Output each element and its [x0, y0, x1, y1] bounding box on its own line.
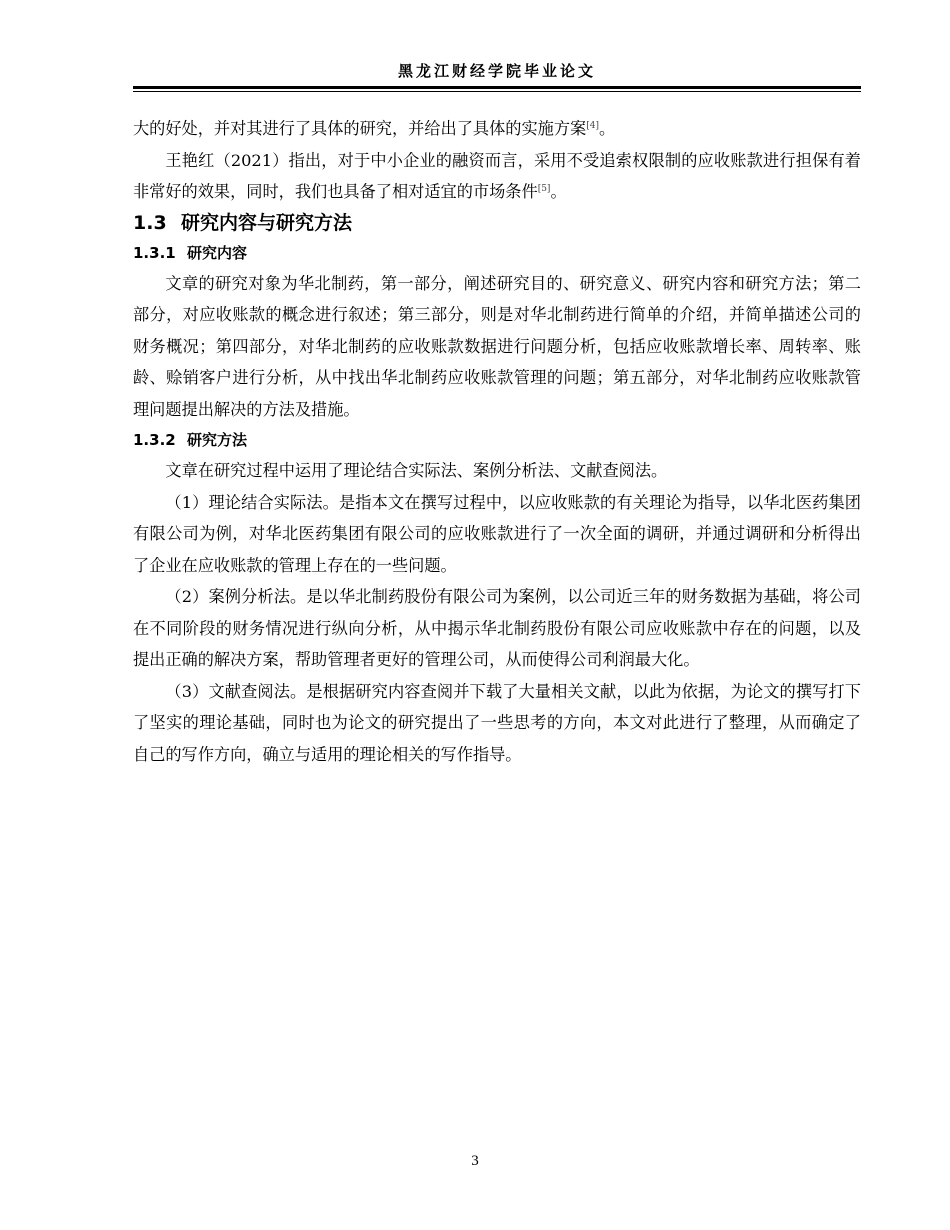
paragraph-method-item-3: （3）文献查阅法。是根据研究内容查阅并下载了大量相关文献，以此为依据，为论文的撰写打下了坚实的理论基础，同时也为论文的研究提出了一些思考的方向，本文对此进行了整理，从而确定了自己的写作方向，确立与适用的理论相关的写作指导。 — [133, 681, 861, 764]
citation-ref: [5] — [537, 184, 551, 194]
header-rule-thin — [133, 91, 861, 92]
subsection-heading-method — [133, 425, 861, 455]
section-number: 1.3 — [133, 211, 167, 234]
paragraph-method-item-2: （2）案例分析法。是以华北制药股份有限公司为案例，以公司近三年的财务数据为基础，将公司在不同阶段的财务情况进行纵向分析，从中揭示华北制药股份有限公司应收账款中存在的问题，以及提出正确的解决方案，帮助管理者更好的管理公司，从而使得公司利润最大化。 — [133, 587, 861, 669]
paragraph-method-item-1: （1）理论结合实际法。是指本文在撰写过程中，以应收账款的有关理论为指导，以华北医药集团有限公司为例，对华北医药集团有限公司的应收账款进行了一次全面的调研，并通过调研和分析得出了企业在应收账款的管理上存在的一些问题。 — [133, 492, 861, 575]
section-heading — [133, 208, 861, 238]
subsection-number: 1.3.1 — [133, 243, 176, 262]
page-number: 3 — [471, 1153, 479, 1169]
subsection-number: 1.3.2 — [133, 431, 176, 449]
subsection-title: 研究内容 — [187, 243, 248, 262]
running-header: 黑龙江财经学院毕业论文 — [397, 62, 596, 80]
section-title: 研究内容与研究方法 — [181, 211, 353, 234]
paragraph-wang — [133, 145, 861, 208]
paragraph-research-content: 文章的研究对象为华北制药，第一部分，阐述研究目的、研究意义、研究内容和研究方法；第二部分，对应收账款的概念进行叙述；第三部分，则是对华北制药进行简单的介绍，并简单描述公司的财务概况；第四部分，对华北制药的应收账款数据进行问题分析，包括应收账款增长率、周转率、账龄、赊销客户进行分析，从中找出华北制药应收账款管理的问题；第五部分，对华北制药应收账款管理问题提出解决的方法及措施。 — [133, 273, 861, 419]
paragraph-tail: 。 — [550, 182, 567, 201]
subsection-title: 研究方法 — [187, 431, 248, 449]
paragraph-method-intro: 文章在研究过程中运用了理论结合实际法、案例分析法、文献查阅法。 — [165, 461, 668, 480]
subsection-heading-content — [133, 238, 861, 268]
paragraph-text: 王艳红（2021）指出，对于中小企业的融资而言，采用不受追索权限制的应收账款进行担保有着非常好的效果，同时，我们也具备了相对适宜的市场条件 — [133, 150, 861, 201]
citation-ref: [4] — [586, 121, 599, 131]
header-rule-thick — [133, 86, 861, 89]
paragraph-tail: 。 — [599, 119, 616, 138]
paragraph-text: 大的好处，并对其进行了具体的研究，并给出了具体的实施方案 — [133, 119, 587, 138]
page-body — [133, 113, 861, 770]
paragraph-continuation — [133, 113, 861, 145]
